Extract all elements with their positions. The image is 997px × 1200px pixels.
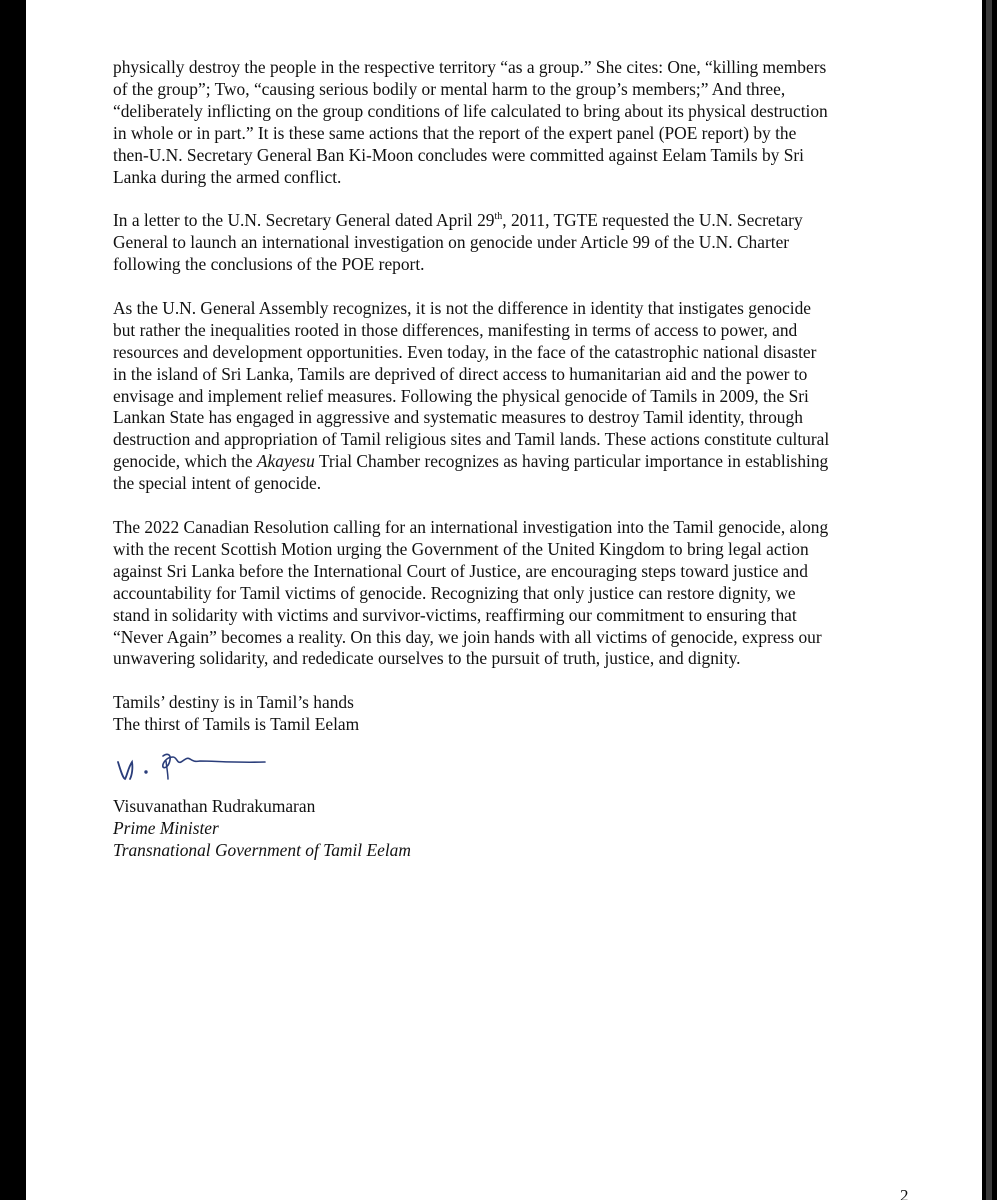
scrollbar[interactable] [986,0,992,1200]
paragraph-canadian-resolution: The 2022 Canadian Resolution calling for an international investigation into the Tamil genocide, along with the recent Scottish Motion urging the Government of the United Kingdom to bring legal action against Sri Lanka before the International Court of Justice, are encouraging steps toward justice and accountability for Tamil victims of genocide. Recognizing that only justice can restore dignity, we stand in solidarity with victims and survivor-victims, reaffirming our commitment to ensuring that “Never Again” becomes a reality. On this day, we join hands with all victims of genocide, express our unwavering solidarity, and rededicate ourselves to the pursuit of truth, justice, and dignity. [113,516,829,669]
page-number: 2 [900,1186,909,1200]
document-body [113,57,903,862]
document-page [26,0,982,1200]
paragraph-ga-text-end: Trial Chamber recognizes as having particular importance in establishing the special intent of genocide. [113,451,829,494]
closing-line-2: The thirst of Tamils is Tamil Eelam [113,714,360,735]
paragraph-genocide-definition: physically destroy the people in the respective territory “as a group.” She cites: One, “killing members of the group”; Two, “causing serious bodily or mental harm to the group’s members;” And three, “deliberately inflicting on the group conditions of life calculated to bring about its physical destruction in whole or in part.” It is these same actions that the report of the expert panel (POE report) by the then-U.N. Secretary General Ban Ki-Moon concludes were committed against Eelam Tamils by Sri Lanka during the armed conflict. [113,57,828,187]
paragraph-ga-text-start: As the U.N. General Assembly recognizes, it is not the difference in identity that instigates genocide but rather the inequalities rooted in those differences, manifesting in terms of access to power, and resources and development opportunities. Even today, in the face of the catastrophic national disaster in the island of Sri Lanka, Tamils are deprived of direct access to humanitarian aid and the power to envisage and implement relief measures. Following the physical genocide of Tamils in 2009, the Sri Lankan State has engaged in aggressive and systematic measures to destroy Tamil identity, through destruction and appropriation of Tamil religious sites and Tamil lands. These actions constitute cultural genocide, which the [113,297,830,472]
signatory-organization: Transnational Government of Tamil Eelam [113,839,411,860]
akayesu-italic: Akayesu [256,451,315,472]
paragraph-letter-to-secretary-general [113,210,903,276]
signatory-name: Visuvanathan Rudrakumaran [113,796,316,817]
paragraph-letter-text-start: In a letter to the U.N. Secretary General dated April 29 [113,210,495,231]
signatory-title: Prime Minister [113,817,219,838]
paragraph-letter-text-end: , 2011, TGTE requested the U.N. Secretary General to launch an international investigation on genocide under Article 99 of the U.N. Charter following the conclusions of the POE report. [113,210,803,275]
handwritten-signature [115,742,275,792]
ordinal-superscript: th [494,210,503,222]
paragraph-general-assembly [113,298,903,495]
closing-line-1: Tamils’ destiny is in Tamil’s hands [113,692,354,713]
